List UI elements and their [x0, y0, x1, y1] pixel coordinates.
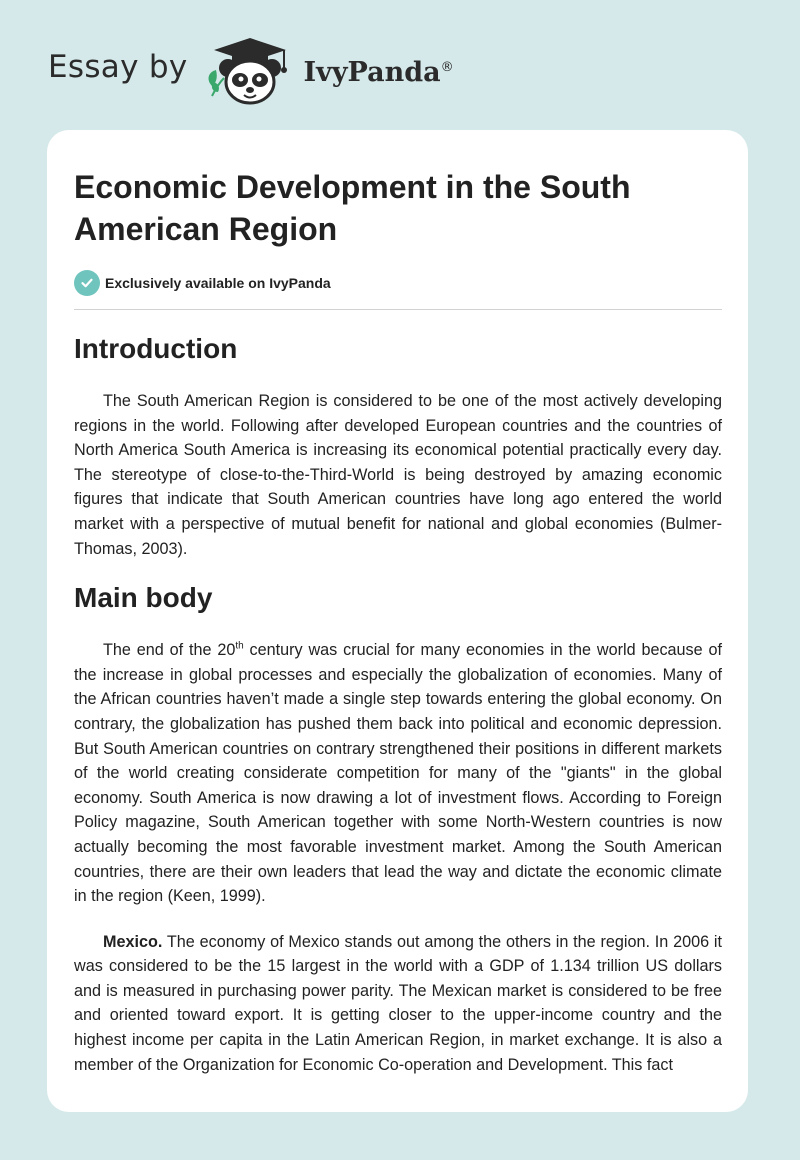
exclusive-badge — [74, 270, 722, 296]
essay-title: Economic Development in the South American Region — [74, 169, 631, 247]
mexico-label: Mexico. — [103, 932, 163, 951]
main-body-paragraph-2 — [74, 930, 722, 1078]
exclusive-badge-label: Exclusively available on IvyPanda — [105, 275, 331, 291]
introduction-heading: Introduction — [74, 333, 238, 364]
mexico-text: The economy of Mexico stands out among the others in the region. In 2006 it was considered to be the 15 largest in the world with a GDP of 1.134 trillion US dollars and is measured in purchasing power parity. The Mexican market is considered to be free and oriented toward export. It is getting closer to the upper-income country and the highest income per capita in the Latin American Region, in market exchange. It is also a member of the Organization for Economic Co-operation and Development. This fact — [74, 932, 722, 1074]
essay-by-label: Essay by — [48, 49, 188, 85]
site-header — [48, 34, 454, 106]
introduction-paragraph: The South American Region is considered to be one of the most actively developing regions in the world. Following after developed European countries and the countries of North America South America is increasing its economical potential practically every day. The stereotype of close-to-the-Third-World is being destroyed by amazing economic figures that indicate that South American countries have long ago entered the world market with a perspective of mutual benefit for national and global economies (Bulmer-Thomas, 2003). — [74, 392, 722, 558]
panda-logo-icon[interactable] — [202, 34, 298, 106]
registered-mark: ® — [440, 59, 454, 75]
p1-text-start: The end of the 20 — [103, 641, 236, 660]
brand-name: IvyPanda — [303, 56, 441, 88]
main-body-heading: Main body — [74, 582, 213, 614]
p1-superscript: th — [235, 640, 244, 652]
main-body-paragraph-1 — [74, 638, 722, 909]
p1-text-rest: century was crucial for many economies in the world because of the increase in global processes and especially the globalization of economies. Many of the African countries haven’t made a single step towards entering the global economy. On contrary, the globalization has pushed them back into political and economic depression. But South American countries on contrary strengthened their positions in different markets of the world creating considerate competition for many of the "giants" in the global economy. South America is now drawing a lot of investment flows. According to Foreign Policy magazine, South American together with some North-Western countries is now actually becoming the most favorable investment market. Among the South American countries, there are their own leaders that lead the way and dictate the economic climate in the region (Keen, 1999). — [74, 641, 722, 906]
check-circle-icon — [74, 270, 100, 296]
essay-card — [47, 130, 748, 1112]
essay-content — [74, 130, 722, 1077]
ivypanda-brand[interactable] — [304, 57, 454, 88]
divider — [74, 309, 722, 310]
